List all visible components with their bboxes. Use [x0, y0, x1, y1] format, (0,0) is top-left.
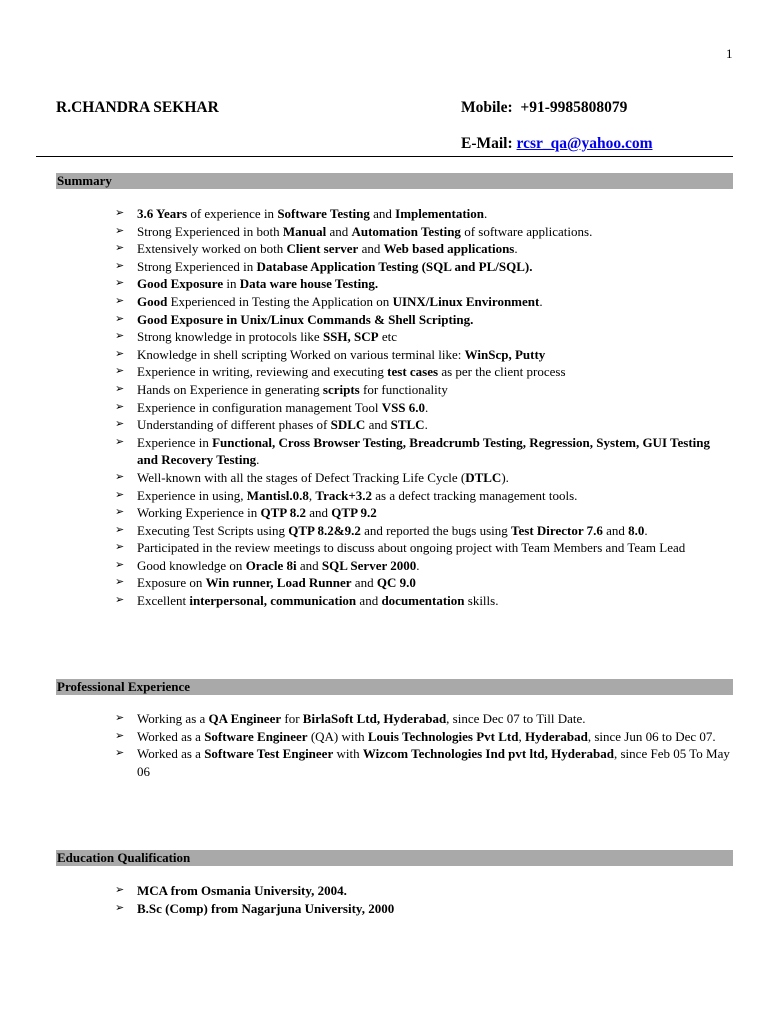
- arrow-bullet-icon: ➢: [115, 207, 125, 219]
- bold-text-run: Test Director 7.6: [511, 522, 603, 538]
- text-run: .: [416, 557, 420, 573]
- summary-heading: [56, 173, 733, 189]
- arrow-bullet-icon: ➢: [115, 712, 125, 724]
- text-run: .: [256, 452, 260, 468]
- education-heading: [56, 850, 733, 866]
- text-run: with: [333, 746, 363, 762]
- bullet-item: [115, 745, 730, 780]
- text-run: and: [356, 593, 382, 609]
- text-run: Experience in using,: [137, 487, 247, 503]
- text-run: etc: [378, 329, 397, 345]
- bold-text-run: SSH, SCP: [322, 329, 379, 345]
- text-run: as a defect tracking management tools.: [372, 487, 578, 503]
- arrow-bullet-icon: ➢: [115, 418, 125, 431]
- text-run: of software applications.: [460, 223, 593, 239]
- bullet-item: [115, 399, 730, 417]
- mobile-label: Mobile:: [461, 99, 513, 116]
- bold-text-run: QTP 9.2: [331, 505, 377, 521]
- bold-text-run: Louis Technologies Pvt Ltd: [367, 728, 519, 744]
- text-run: Understanding of different phases of: [137, 417, 331, 433]
- text-run: of experience in: [187, 206, 278, 221]
- arrow-bullet-icon: ➢: [115, 330, 125, 343]
- bold-text-run: SDLC: [330, 417, 366, 433]
- bold-text-run: interpersonal, communication: [189, 593, 357, 609]
- text-run: and: [296, 557, 322, 573]
- bold-text-run: Wizcom Technologies Ind pvt ltd, Hyderabad: [362, 746, 614, 762]
- bullet-item: [115, 381, 730, 399]
- bold-text-run: MCA from Osmania University, 2004.: [137, 883, 347, 898]
- text-run: ,: [308, 487, 316, 503]
- text-run: for functionality: [359, 381, 448, 397]
- bold-text-run: WinScp, Putty: [464, 346, 546, 362]
- arrow-bullet-icon: ➢: [115, 747, 125, 760]
- bold-text-run: Client server: [286, 241, 359, 257]
- bold-text-run: 3.6 Years: [137, 206, 188, 221]
- bold-text-run: Automation Testing: [351, 223, 461, 239]
- bullet-item: [115, 416, 730, 434]
- arrow-bullet-icon: ➢: [115, 884, 125, 896]
- text-run: Experience in writing, reviewing and executing: [137, 364, 388, 380]
- bold-text-run: UINX/Linux Environment: [392, 293, 540, 309]
- mobile-number: +91-9985808079: [520, 99, 628, 116]
- bold-text-run: Web based applications: [383, 241, 515, 257]
- bold-text-run: Functional, Cross Browser Testing, Breadcrumb Testing, Regression, System, GUI Testing and Recovery Testing: [137, 434, 710, 468]
- bold-text-run: Software Testing: [277, 206, 370, 221]
- bold-text-run: BirlaSoft Ltd, Hyderabad: [302, 711, 447, 726]
- text-run: .: [424, 417, 428, 433]
- text-run: Experience in: [137, 434, 213, 450]
- bullet-item: [115, 240, 730, 258]
- text-run: and: [306, 505, 332, 521]
- text-run: Well-known with all the stages of Defect Tracking Life Cycle (: [137, 469, 466, 485]
- mobile-line: [461, 99, 627, 117]
- text-run: .: [644, 522, 648, 538]
- text-run: in: [223, 276, 240, 292]
- bullet-item: [115, 328, 730, 346]
- text-run: and: [326, 223, 352, 239]
- text-run: .: [539, 293, 543, 309]
- candidate-name: R.CHANDRA SEKHAR: [56, 99, 219, 116]
- text-run: .: [484, 206, 488, 221]
- text-run: Excellent: [137, 593, 190, 609]
- arrow-bullet-icon: ➢: [115, 365, 125, 378]
- text-run: and reported the bugs using: [360, 522, 512, 538]
- bullet-item: [115, 469, 730, 487]
- arrow-bullet-icon: ➢: [115, 224, 125, 237]
- text-run: , since Jun 06 to Dec 07.: [587, 728, 716, 744]
- arrow-bullet-icon: ➢: [115, 347, 125, 360]
- bold-text-run: documentation: [381, 593, 465, 609]
- bullet-item: [115, 205, 730, 223]
- bold-text-run: Win runner, Load Runner: [205, 575, 352, 591]
- text-run: Hands on Experience in generating: [137, 381, 323, 397]
- bold-text-run: Software Test Engineer: [204, 746, 334, 762]
- bullet-item: [115, 346, 730, 364]
- text-run: .: [425, 399, 429, 415]
- arrow-bullet-icon: ➢: [115, 277, 125, 290]
- bold-text-run: QTP 8.2: [260, 505, 307, 521]
- bullet-item: [115, 258, 730, 276]
- bullet-item: [115, 434, 730, 469]
- arrow-bullet-icon: ➢: [115, 400, 125, 413]
- education-list: [115, 882, 730, 917]
- bold-text-run: Implementation: [395, 206, 485, 221]
- text-run: as per the client process: [438, 364, 566, 380]
- arrow-bullet-icon: ➢: [115, 470, 125, 483]
- experience-heading: [56, 679, 733, 695]
- bullet-item: [115, 223, 730, 241]
- bullet-item: [115, 557, 730, 575]
- email-link[interactable]: rcsr_qa@yahoo.com: [516, 135, 653, 152]
- bold-text-run: test cases: [387, 364, 439, 380]
- bold-text-run: 8.0: [628, 522, 645, 538]
- bold-text-run: scripts: [322, 381, 360, 397]
- bold-text-run: VSS 6.0: [381, 399, 426, 415]
- bullet-item: [115, 293, 730, 311]
- text-run: ,: [518, 728, 525, 744]
- bold-text-run: Software Engineer: [204, 728, 308, 744]
- arrow-bullet-icon: ➢: [115, 523, 125, 536]
- arrow-bullet-icon: ➢: [115, 435, 125, 448]
- arrow-bullet-icon: ➢: [115, 312, 125, 325]
- text-run: Extensively worked on both: [137, 241, 287, 257]
- text-run: and: [351, 575, 377, 591]
- text-run: Knowledge in shell scripting Worked on various terminal like:: [137, 346, 465, 362]
- text-run: for: [281, 711, 303, 726]
- text-run: Participated in the review meetings to discuss about ongoing project with Team Members and Team Lead: [137, 540, 686, 556]
- arrow-bullet-icon: ➢: [115, 488, 125, 501]
- text-run: , since Dec 07 to Till Date.: [446, 711, 586, 726]
- arrow-bullet-icon: ➢: [115, 541, 125, 554]
- text-run: Experienced in Testing the Application on: [167, 293, 393, 309]
- text-run: .: [514, 241, 518, 257]
- arrow-bullet-icon: ➢: [115, 259, 125, 272]
- text-run: and: [365, 417, 391, 433]
- bullet-item: [115, 539, 730, 557]
- text-run: Strong Experienced in both: [137, 223, 283, 239]
- arrow-bullet-icon: ➢: [115, 576, 125, 589]
- bullet-item: [115, 574, 730, 592]
- bullet-item: [115, 592, 730, 610]
- text-run: Good knowledge on: [137, 557, 246, 573]
- bullet-item: [115, 728, 730, 746]
- bold-text-run: B.Sc (Comp) from Nagarjuna University, 2000: [137, 900, 395, 916]
- text-run: ).: [501, 469, 509, 485]
- bold-text-run: Oracle 8i: [245, 557, 297, 573]
- bullet-item: [115, 522, 730, 540]
- bold-text-run: Database Application Testing (SQL and PL/SQL).: [256, 258, 533, 274]
- bullet-item: [115, 710, 730, 728]
- bullet-item: [115, 363, 730, 381]
- bold-text-run: QTP 8.2&9.2: [288, 522, 361, 538]
- arrow-bullet-icon: ➢: [115, 382, 125, 395]
- arrow-bullet-icon: ➢: [115, 242, 125, 255]
- bold-text-run: Manual: [282, 223, 327, 239]
- bullet-item: [115, 275, 730, 293]
- bold-text-run: Data ware house Testing.: [239, 276, 379, 292]
- bullet-item: [115, 504, 730, 522]
- bold-text-run: STLC: [390, 417, 425, 433]
- bold-text-run: Hyderabad: [525, 728, 588, 744]
- arrow-bullet-icon: ➢: [115, 901, 125, 914]
- page-number: 1: [726, 46, 733, 61]
- text-run: , since Feb 05 To May 06: [137, 746, 730, 779]
- arrow-bullet-icon: ➢: [115, 729, 125, 742]
- text-run: and: [358, 241, 384, 257]
- arrow-bullet-icon: ➢: [115, 506, 125, 519]
- bold-text-run: Track+3.2: [315, 487, 373, 503]
- text-run: Strong Experienced in: [137, 258, 257, 274]
- bold-text-run: QA Engineer: [208, 711, 282, 726]
- text-run: and: [602, 522, 629, 538]
- experience-list: [115, 710, 730, 780]
- text-run: Executing Test Scripts using: [137, 522, 289, 538]
- text-run: Strong knowledge in protocols like: [137, 329, 323, 345]
- arrow-bullet-icon: ➢: [115, 294, 125, 307]
- header-divider: [36, 156, 733, 157]
- bold-text-run: DTLC: [465, 469, 502, 485]
- arrow-bullet-icon: ➢: [115, 558, 125, 571]
- bold-text-run: SQL Server 2000: [321, 557, 417, 573]
- summary-heading-text: Summary: [57, 173, 112, 188]
- text-run: Worked as a: [137, 746, 205, 762]
- bold-text-run: Good Exposure in Unix/Linux Commands & Shell Scripting.: [137, 311, 474, 327]
- text-run: Working Experience in: [137, 505, 261, 521]
- text-run: (QA) with: [307, 728, 368, 744]
- experience-heading-text: Professional Experience: [57, 679, 190, 694]
- bold-text-run: Mantisl.0.8: [246, 487, 309, 503]
- bold-text-run: Good: [137, 293, 168, 309]
- bold-text-run: QC 9.0: [376, 575, 416, 591]
- email-line: [461, 135, 653, 153]
- bullet-item: [115, 900, 730, 918]
- text-run: Exposure on: [137, 575, 206, 591]
- bold-text-run: Good Exposure: [137, 276, 224, 292]
- arrow-bullet-icon: ➢: [115, 594, 125, 607]
- education-heading-text: Education Qualification: [57, 850, 191, 865]
- text-run: skills.: [464, 593, 499, 609]
- email-label: E-Mail:: [461, 135, 513, 152]
- text-run: and: [369, 206, 396, 221]
- bullet-item: [115, 311, 730, 329]
- text-run: Working as a: [137, 711, 209, 726]
- text-run: Experience in configuration management Tool: [137, 399, 382, 415]
- bullet-item: [115, 487, 730, 505]
- bullet-item: [115, 882, 730, 900]
- text-run: Worked as a: [137, 728, 205, 744]
- summary-list: [115, 205, 730, 610]
